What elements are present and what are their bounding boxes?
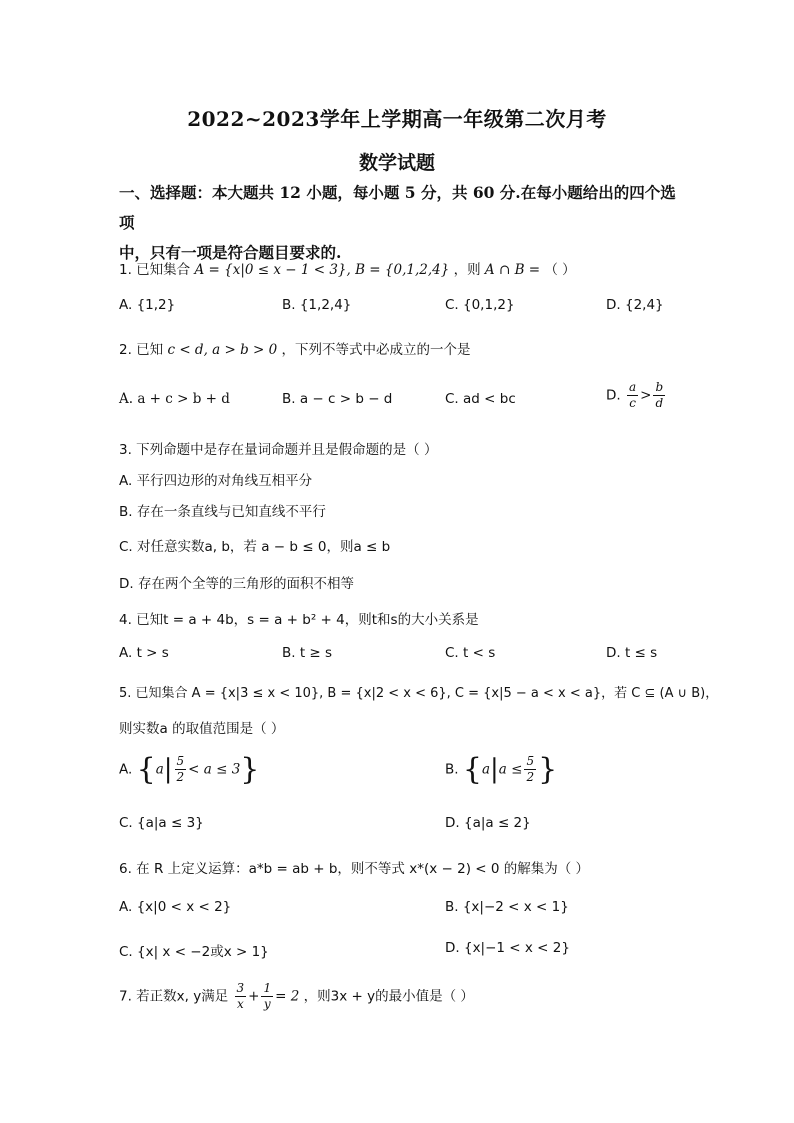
q2-option-c: C. ad < bc xyxy=(445,391,516,407)
question-3: 3. 下列命题中是存在量词命题并且是假命题的是（ ） xyxy=(119,442,438,458)
left-brace-icon: { xyxy=(462,752,482,787)
exam-subtitle: 数学试题 xyxy=(358,152,435,174)
q5-option-b-label: B. xyxy=(445,761,459,778)
fraction-denominator: y xyxy=(263,997,271,1011)
section-heading-line1: 一、选择题：本大题共 12 小题，每小题 5 分，共 60 分.在每小题给出的四个选项 xyxy=(119,183,676,232)
q3-option-c: C. 对任意实数a, b，若 a − b ≤ 0，则a ≤ b xyxy=(119,539,391,555)
question-5: 5. 已知集合 A = {x|3 ≤ x < 10}, B = {x|2 < x < 6}, C = {x|5 − a < x < a}，若 C ⊆ (A ∪ B)， xyxy=(119,686,719,701)
q1-option-a: A. {1,2} xyxy=(119,297,176,313)
q2-stem-post: ，下列不等式中必成立的一个是 xyxy=(281,342,471,358)
fraction-denominator: x xyxy=(236,997,244,1011)
left-brace-icon: { xyxy=(136,752,156,787)
q7-plus: + xyxy=(248,988,260,1005)
q4-option-c: C. t < s xyxy=(445,645,496,661)
q7-fraction-1 xyxy=(235,981,247,1012)
question-5-line2: 则实数a 的取值范围是（ ） xyxy=(119,721,285,737)
q5-option-d: D. {a|a ≤ 2} xyxy=(445,815,531,831)
q5-option-a-var: a xyxy=(155,761,164,778)
q3-option-a: A. 平行四边形的对角线互相平分 xyxy=(119,473,313,489)
q4-option-a: A. t > s xyxy=(119,645,169,661)
q7-stem-pre: 7. 若正数x, y满足 xyxy=(119,988,229,1005)
q5-option-c: C. {a|a ≤ 3} xyxy=(119,815,204,831)
q5-option-b xyxy=(445,752,557,787)
q1-option-c: C. {0,1,2} xyxy=(445,297,515,313)
question-6: 6. 在 R 上定义运算：a*b = ab + b，则不等式 x*(x − 2) < 0 的解集为（ ） xyxy=(119,861,590,877)
q1-stem-post: ，则 xyxy=(453,262,481,278)
q2-option-d-fraction-1 xyxy=(627,380,638,411)
question-2 xyxy=(119,338,471,358)
q1-set-a: A = {x|0 ≤ x − 1 < 3} xyxy=(194,262,347,278)
q4-option-d: D. t ≤ s xyxy=(606,645,658,661)
question-1 xyxy=(119,258,576,278)
q2-option-d-operator: > xyxy=(640,387,652,404)
fraction-denominator: c xyxy=(629,396,636,410)
q4-option-b: B. t ≥ s xyxy=(282,645,333,661)
q7-equals: = 2 xyxy=(275,988,300,1005)
q2-stem-pre: 2. 已知 xyxy=(119,342,164,358)
bar-icon: | xyxy=(163,754,173,785)
q5-option-b-mid: a ≤ xyxy=(498,761,523,778)
fraction-numerator: a xyxy=(628,380,637,394)
fraction-denominator: 2 xyxy=(526,770,535,784)
fraction-numerator: 3 xyxy=(236,981,245,995)
q6-option-c: C. {x| x < −2或x > 1} xyxy=(119,944,269,960)
q1-blank: （ ） xyxy=(544,262,576,278)
fraction-denominator: d xyxy=(655,396,664,410)
question-7 xyxy=(119,981,474,1012)
q2-option-a: A. a + c > b + d xyxy=(119,391,230,407)
q3-option-d: D. 存在两个全等的三角形的面积不相等 xyxy=(119,576,354,592)
q2-option-d-label: D. xyxy=(606,387,621,404)
q1-option-b: B. {1,2,4} xyxy=(282,297,352,313)
q5-option-a xyxy=(119,752,259,787)
q3-option-b: B. 存在一条直线与已知直线不平行 xyxy=(119,504,326,520)
q1-option-d: D. {2,4} xyxy=(606,297,664,313)
q6-option-b: B. {x|−2 < x < 1} xyxy=(445,899,569,915)
q6-option-d: D. {x|−1 < x < 2} xyxy=(445,940,570,956)
question-4: 4. 已知t = a + 4b，s = a + b² + 4，则t和s的大小关系是 xyxy=(119,612,479,628)
q2-option-d-fraction-2 xyxy=(653,380,665,411)
q5-option-b-fraction xyxy=(524,754,536,785)
q5-option-b-var: a xyxy=(481,761,491,778)
right-brace-icon: } xyxy=(240,752,260,787)
right-brace-icon: } xyxy=(538,752,558,787)
exam-title: 2022~2023学年上学期高一年级第二次月考 xyxy=(187,107,607,131)
fraction-numerator: 5 xyxy=(176,754,185,768)
q5-option-a-label: A. xyxy=(119,761,133,778)
q2-option-b: B. a − c > b − d xyxy=(282,391,393,407)
q7-stem-post: ，则3x + y的最小值是（ ） xyxy=(303,988,474,1005)
section-heading xyxy=(119,178,679,268)
q2-condition: c < d, a > b > 0 xyxy=(167,342,278,358)
q1-stem-pre: 1. 已知集合 xyxy=(119,262,191,278)
section-heading-line2: 中，只有一项是符合题目要求的. xyxy=(119,243,342,262)
fraction-denominator: 2 xyxy=(176,770,185,784)
q1-set-b: , B = {0,1,2,4} xyxy=(346,262,450,278)
q5-option-a-rest: < a ≤ 3 xyxy=(188,761,241,778)
fraction-numerator: b xyxy=(655,380,664,394)
q1-expr: A ∩ B = xyxy=(484,262,545,278)
bar-icon: | xyxy=(490,754,499,785)
fraction-numerator: 5 xyxy=(526,754,535,768)
q6-option-a: A. {x|0 < x < 2} xyxy=(119,899,232,915)
fraction-numerator: 1 xyxy=(263,981,272,995)
q7-fraction-2 xyxy=(261,981,273,1012)
q5-option-a-fraction xyxy=(175,754,187,785)
q2-option-d xyxy=(606,380,667,411)
